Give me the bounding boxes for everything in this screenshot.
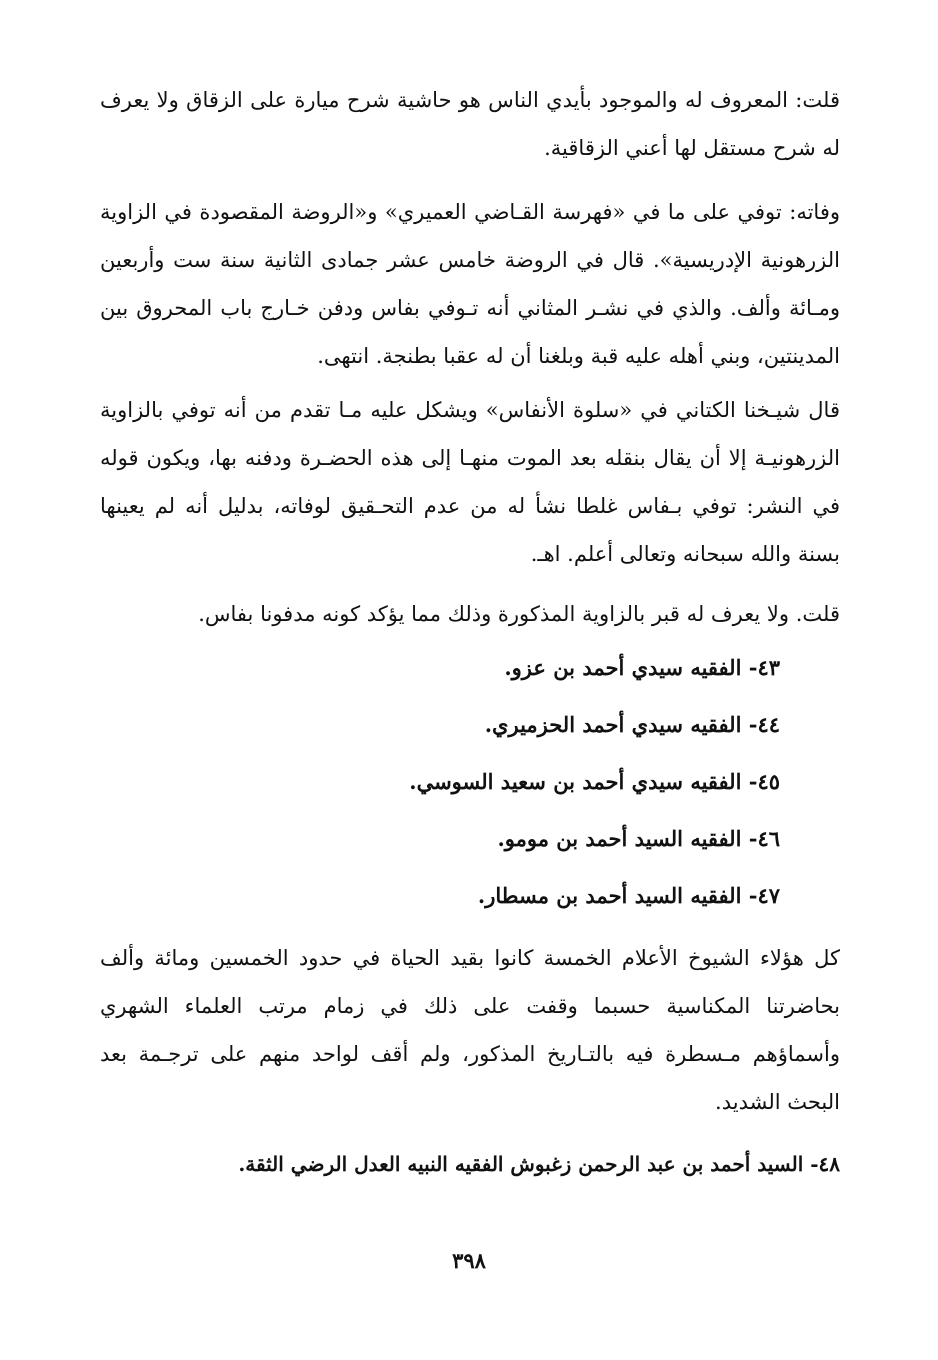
biography-entry-44: ٤٤- الفقيه سيدي أحمد الحزميري.	[484, 712, 780, 737]
biography-entry-45: ٤٥- الفقيه سيدي أحمد بن سعيد السوسي.	[409, 769, 780, 794]
biography-entry-48: ٤٨- السيد أحمد بن عبد الرحمن زغبوش الفقيه النبيه العدل الرضي الثقة.	[238, 1152, 840, 1176]
paragraph-burial-note: قلت. ولا يعرف له قبر بالزاوية المذكورة وذلك مما يؤكد كونه مدفونا بفاس.	[198, 602, 840, 626]
biography-entry-46: ٤٦- الفقيه السيد أحمد بن مومو.	[497, 826, 780, 851]
paragraph-death-info: وفاته: توفي على ما في «فهرسة القـاضي العميري» و«الروضة المقصودة في الزاوية الزرهونية الإدريسية». قال في الروضة خامس عشر جمادى الثانية سنة ست وأربعين ومـائة وألف. والذي في نشـر المثاني أنه تـوفي بفاس ودفن خـارج باب المحروق بين المدينتين، وبني أهله عليه قبة وبلغنا أن له عقبا بطنجة. انتهى.	[100, 200, 840, 368]
paragraph-note-on-works: قلت: المعروف له والموجود بأيدي الناس هو حاشية شرح ميارة على الزقاق ولا يعرف له شرح مستقل لها أعني الزقاقية.	[100, 88, 840, 160]
biography-entry-43: ٤٣- الفقيه سيدي أحمد بن عزو.	[504, 655, 780, 680]
biography-entry-47: ٤٧- الفقيه السيد أحمد بن مسطار.	[477, 883, 780, 908]
page-number: ٣٩٨	[452, 1248, 486, 1273]
paragraph-kattani-quote: قال شيـخنا الكتاني في «سلوة الأنفاس» ويشكل عليه مـا تقدم من أنه توفي بالزاوية الزرهونيـة إلا أن يقال بنقله بعد الموت منهـا إلى هذه الحضـرة ودفنه بها، ويكون قوله في النشر: توفي بـفاس غلطا نشأ له من عدم التحـقيق لوفاته، بدليل أنه لم يعينها بسنة والله سبحانه وتعالى أعلم. اهـ.	[100, 398, 840, 566]
paragraph-closing-note: كل هؤلاء الشيوخ الأعلام الخمسة كانوا بقيد الحياة في حدود الخمسين ومائة وألف بحاضرتنا المكناسية حسبما وقفت على ذلك في زمام مرتب العلماء الشهري وأسماؤهم مـسطرة فيه بالتـاريخ المذكور، ولم أقف لواحد منهم على ترجـمة بعد البحث الشديد.	[100, 946, 840, 1114]
